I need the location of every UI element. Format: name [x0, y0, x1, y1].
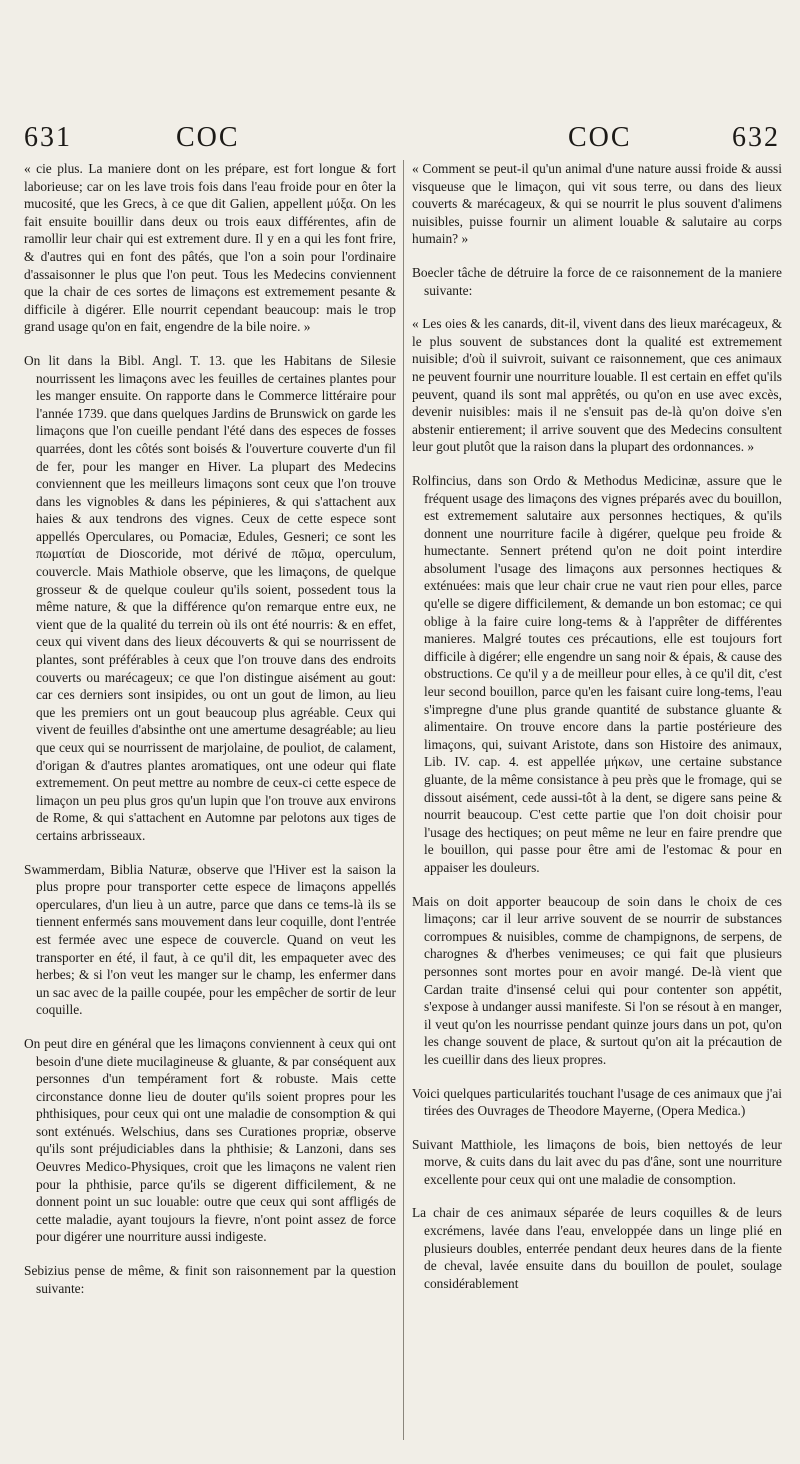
right-column [412, 160, 782, 1308]
paragraph: On peut dire en général que les limaçons conviennent à ceux qui ont besoin d'une diete mucilagineuse & gluante, & par conséquent aux personnes d'un tempérament fort & robuste. Mais cette circonstance donne lieu de douter qu'ils soient propres pour les phthisiques, pour ceux qui ont une maladie de consomption & qui sont exténués. Welschius, dans ses Curationes propriæ, observe qu'ils sont préjudiciables dans la phthisie; & Lanzoni, dans ses Oeuvres Medico-Physiques, croit que les limaçons ne valent rien pour la phthisie, parce qu'ils se digerent difficilement, & ne donnent point un suc louable: outre que ceux qui sont affligés de cette maladie, ayant toujours la fievre, n'ont point assez de force pour digérer une nourriture aussi indigeste. [24, 1035, 396, 1245]
right-headword: COC [568, 122, 632, 153]
paragraph: On lit dans la Bibl. Angl. T. 13. que les Habitans de Silesie nourrissent les limaçons avec les feuilles de certaines plantes pour les manger ensuite. On rapporte dans le Commerce littéraire pour l'année 1739. que dans quelques Jardins de Brunswick on garde les limaçons que l'on cueille pendant l'été dans des especes de fosses quarrées, dont les côtés sont boisés & l'ouverture couverte d'un fil de fer, pour les manger en Hiver. La plupart des Medecins conviennent que les meilleurs limaçons sont ceux que l'on trouve dans les vignobles & dans les pépinieres, & qui s'attachent aux haies & aux tendrons des vignes. Ceux de cette espece sont appellés Operculares, ou Pomaciæ, Edules, Gesneri; ce sont les πωματίαι de Dioscoride, mot dérivé de πῶμα, operculum, couvercle. Mais Mathiole observe, que les limaçons, de quelque grosseur & de quelque couleur qu'ils soient, possedent tous la même nature, & que la différence qu'on remarque entre eux, ne vient que de la qualité du terrein où ils ont été nourris: & en effet, ceux qui vivent dans des lieux découverts & qui se nourrissent de plantes, sont préférables à ceux que l'on trouve dans des endroits couverts ou marécageux; ce que l'on distingue aisément au gout: car ces derniers sont insipides, ou ont un gout de limon, au lieu que les premiers ont un gout beaucoup plus agréable. Ceux qui vivent de feuilles d'absinthe ont une amertume desagréable; au lieu que ceux qui se nourrissent de marjolaine, de pouliot, de calament, d'origan & d'autres plantes aromatiques, ont une odeur qui flate extremement. On peut mettre au nombre de ceux-ci cette espece de limaçon un peu plus gros qu'un lupin que l'on trouve aux environs de Rome, & qui s'attachent en Automne par pelotons aux tiges de certains arbrisseaux. [24, 352, 396, 843]
paragraph: Mais on doit apporter beaucoup de soin dans le choix de ces limaçons; car il leur arrive souvent de se nourrir de substances corrompues & nuisibles, comme de champignons, de serpens, de charognes & d'herbes venimeuses; ce qui fait que plusieurs personnes sont mortes pour en avoir mangé. De-là vient que Cardan traite d'insensé celui qui pour contenter son appétit, s'expose à undanger aussi manifeste. Si l'on se résout à en manger, il veut qu'on les nourrisse pendant quinze jours dans un pot, qu'on les change souvent de place, & surtout qu'on ait la précaution de les cueillir dans des lieux propres. [412, 893, 782, 1067]
quoted-passage: « Comment se peut-il qu'un animal d'une nature aussi froide & aussi visqueuse que le limaçon, qui vit sous terre, ou dans des lieux couverts & marécageux, & qui se nourrit le plus souvent d'alimens nuisibles, puisse fournir un aliment louable & salutaire au corps humain? » [412, 161, 782, 247]
quoted-passage: « cie plus. La maniere dont on les prépare, est fort longue & fort laborieuse; car on les lave trois fois dans l'eau froide pour en ôter la mucosité, que les Grecs, à ce que dit Galien, appellent μύξα. On les fait ensuite bouillir dans deux ou trois eaux différentes, afin de ramollir leur chair qui est extrement dure. Il y en a qui les font frire, & d'autres qui en font des pâtés, que l'on a soin pour l'ordinaire d'assaisonner le plus que l'on peut. Tous les Medecins conviennent que la chair de ces sortes de limaçons est extremement pesante & difficile à digérer. Elle nourrit cependant beaucoup: mais le trop grand usage qu'on en fait, engendre de la bile noire. » [24, 161, 396, 335]
paragraph: Suivant Matthiole, les limaçons de bois, bien nettoyés de leur morve, & cuits dans du lait avec du pas d'âne, sont une nourriture excellente pour ceux qui ont une maladie de consomption. [412, 1136, 782, 1187]
quoted-passage: « Les oies & les canards, dit-il, vivent dans des lieux marécageux, & le plus souvent de substances dont la qualité est extremement nuisible; d'où il suivroit, suivant ce raisonnement, que ces animaux ne peuvent fournir une nourriture louable. Il est certain en effet qu'ils peuvent, quand ils sont mal apprêtés, ou qu'on en use avec excès, devenir nuisibles: mais il ne s'ensuit pas de-là qu'on doive s'en abstenir entierement; il arrive souvent que des Medecins consultent leur gout plutôt que la raison dans la plupart des ordonnances. » [412, 316, 782, 455]
left-page-number: 631 [24, 122, 72, 153]
paragraph: Voici quelques particularités touchant l'usage de ces animaux que j'ai tirées des Ouvrages de Theodore Mayerne, (Opera Medica.) [412, 1085, 782, 1119]
paragraph: Rolfincius, dans son Ordo & Methodus Medicinæ, assure que le fréquent usage des limaçons des vignes préparés avec du bouillon, est extremement salutaire aux personnes hectiques, & qu'ils donnent une nourriture facile à digérer, quelque peu froide & humectante. Sennert prétend qu'on ne doit point interdire absolument l'usage des limaçons aux personnes hectiques & exténuées: mais que leur chair crue ne vaut rien pour elles, parce qu'elle se digere difficilement, & demande un bon estomac; ce qui oblige à la faire cuire long-tems & à l'apprêter de différentes manieres. Malgré toutes ces précautions, elle est toujours fort difficile à digérer; elle engendre un sang noir & épais, & cause des obstructions. Ce qu'il y a de meilleur pour elles, à ce qu'il dit, c'est leur second bouillon, parce qu'en les faisant cuire long-tems, l'eau s'impregne d'une plus grande quantité de substance gluante & alimentaire. On trouve encore dans la partie postérieure des limaçons, qui, suivant Aristote, dans son Histoire des animaux, Lib. IV. cap. 4. est appellée μήκων, une certaine substance gluante, de la même consistance à peu près que le fromage, qui se dissout aisément, cede aussi-tôt à la dent, se digere sans peine & nourrit beaucoup. C'est cette partie que l'on doit choisir pour l'usage des hectiques; on peut même ne leur en faire prendre que le bouillon, qui passe pour être ami de l'estomac & pour en appaiser les douleurs. [412, 472, 782, 875]
paragraph: La chair de ces animaux séparée de leurs coquilles & de leurs excrémens, lavée dans l'eau, enveloppée dans un linge plié en plusieurs doubles, enterrée pendant deux heures dans de la fiente de cheval, lavée ensuite dans du bouillon de poulet, soulage considérablement [412, 1205, 782, 1291]
column-divider [403, 160, 404, 1440]
paragraph: Boecler tâche de détruire la force de ce raisonnement de la maniere suivante: [412, 264, 782, 298]
paragraph: Sebizius pense de même, & finit son raisonnement par la question suivante: [24, 1263, 396, 1296]
paragraph: Swammerdam, Biblia Naturæ, observe que l'Hiver est la saison la plus propre pour transporter cette espece de limaçons appellés operculares, d'un lieu à un autre, parce que dans ce tems-là ils se tiennent enfermés sans mouvement dans leur coquille, dont l'entrée est fermée avec une espece de couvercle. Quand on veut les transporter en été, il faut, à ce qu'il dit, les empaqueter avec des herbes; & si l'on veut les manger sur le champ, les enfermer dans un sac avec de la paille coupée, pour les empêcher de sortir de leur coquille. [24, 861, 396, 1018]
left-column [24, 160, 396, 1313]
right-page-number: 632 [732, 122, 780, 153]
left-headword: COC [176, 122, 240, 153]
